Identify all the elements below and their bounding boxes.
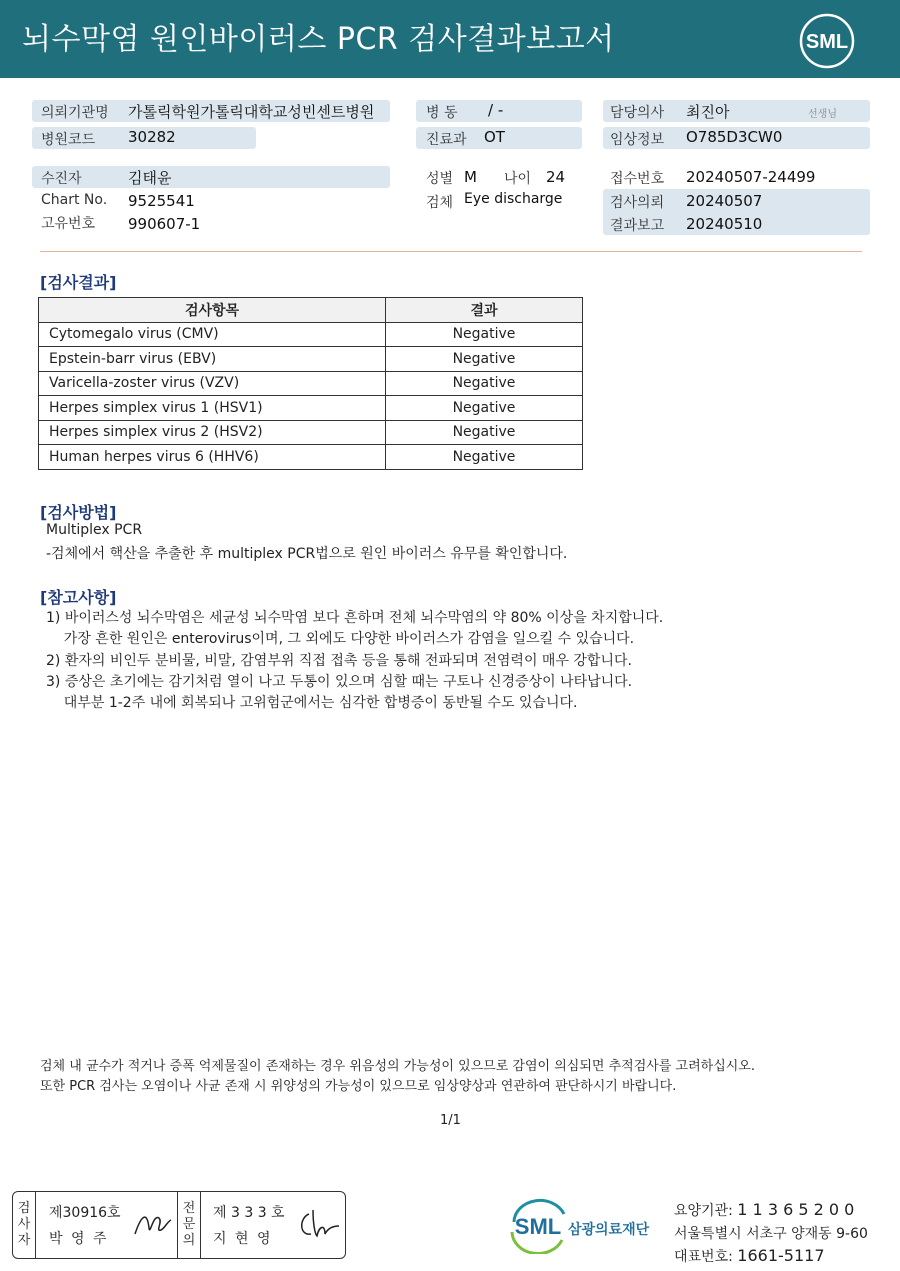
results-title: [검사결과] xyxy=(40,273,117,292)
footnote-line: 검체 내 균수가 적거나 증폭 억제물질이 존재하는 경우 위음성의 가능성이 있으므로 감염이 의심되면 추적검사를 고려하십시오. xyxy=(40,1059,756,1074)
sex-label: 성별 xyxy=(426,171,454,187)
doctor: 최진아 xyxy=(686,103,730,121)
test-result: Negative xyxy=(386,371,583,396)
institution-phone: 대표번호: 1661-5117 xyxy=(674,1246,825,1265)
dept: OT xyxy=(484,128,505,146)
tester-signature-icon xyxy=(131,1206,173,1242)
receipt-no: 20240507-24499 xyxy=(686,168,816,186)
age: 24 xyxy=(546,168,566,186)
dept-label: 진료과 xyxy=(426,132,467,148)
hospital-code-label: 병원코드 xyxy=(41,132,96,148)
specialist-name: 지 현 영 xyxy=(213,1231,273,1247)
svg-text:SML: SML xyxy=(514,1214,562,1239)
clinical-info: O785D3CW0 xyxy=(686,128,783,146)
col-result-header: 결과 xyxy=(386,298,583,323)
report-title: 뇌수막염 원인바이러스 PCR 검사결과보고서 xyxy=(22,22,615,57)
reference-line: 가장 흔한 원인은 enterovirus이며, 그 외에도 다양한 바이러스가 감염을 일으킬 수 있습니다. xyxy=(46,631,635,647)
clinical-label: 임상정보 xyxy=(610,132,665,148)
table-row xyxy=(39,396,583,421)
specimen: Eye discharge xyxy=(464,191,563,207)
label-bar xyxy=(32,166,390,188)
results-table xyxy=(38,297,583,470)
sex: M xyxy=(464,168,477,186)
request-org-label: 의뢰기관명 xyxy=(41,105,109,121)
test-result: Negative xyxy=(386,420,583,445)
patient-name: 김태윤 xyxy=(128,169,172,187)
test-item: Varicella-zoster virus (VZV) xyxy=(39,371,386,396)
report-header xyxy=(0,0,900,78)
test-result: Negative xyxy=(386,396,583,421)
chart-no: 9525541 xyxy=(128,192,195,210)
receipt-label: 접수번호 xyxy=(610,171,665,187)
request-org: 가톨릭학원가톨릭대학교성빈센트병원 xyxy=(128,103,375,121)
ward: / - xyxy=(488,101,504,119)
tester-name: 박 영 주 xyxy=(49,1231,109,1247)
id-no: 990607-1 xyxy=(128,215,201,233)
test-item: Cytomegalo virus (CMV) xyxy=(39,322,386,347)
ward-label: 병 동 xyxy=(426,105,458,121)
test-result: Negative xyxy=(386,347,583,372)
institution-code: 요양기관: 1 1 3 6 5 2 0 0 xyxy=(674,1200,855,1219)
patient-label: 수진자 xyxy=(41,171,82,187)
specialist-label: 전 문 의 xyxy=(177,1192,201,1258)
test-item: Herpes simplex virus 1 (HSV1) xyxy=(39,396,386,421)
sml-footer-logo-icon xyxy=(508,1198,658,1254)
method-line: -검체에서 핵산을 추출한 후 multiplex PCR법으로 원인 바이러스 유무를 확인합니다. xyxy=(46,546,568,562)
table-row xyxy=(39,371,583,396)
reference-line: 2) 환자의 비인두 분비물, 비말, 감염부위 직접 접촉 등을 통해 전파되며 전염력이 매우 강합니다. xyxy=(46,653,632,669)
report-date-label: 결과보고 xyxy=(610,218,665,234)
sml-logo-icon xyxy=(798,12,856,70)
specialist-signature-icon xyxy=(295,1204,341,1242)
table-row xyxy=(39,445,583,470)
request-date: 20240507 xyxy=(686,192,763,210)
method-line: Multiplex PCR xyxy=(46,522,143,538)
tester-license: 제30916호 xyxy=(49,1205,121,1221)
reference-line: 1) 바이러스성 뇌수막염은 세균성 뇌수막염 보다 흔하며 전체 뇌수막염의 약 80% 이상을 차지합니다. xyxy=(46,610,664,626)
test-item: Human herpes virus 6 (HHV6) xyxy=(39,445,386,470)
test-item: Herpes simplex virus 2 (HSV2) xyxy=(39,420,386,445)
specimen-label: 검체 xyxy=(426,195,454,211)
age-label: 나이 xyxy=(504,171,532,187)
institution-address: 서울특별시 서초구 양재동 9-60 xyxy=(674,1226,868,1242)
table-row xyxy=(39,322,583,347)
footnote-line: 또한 PCR 검사는 오염이나 사균 존재 시 위양성의 가능성이 있으므로 임상양상과 연관하여 판단하시기 바랍니다. xyxy=(40,1079,677,1094)
svg-text:삼광의료재단: 삼광의료재단 xyxy=(568,1222,650,1238)
id-label: 고유번호 xyxy=(41,216,96,232)
hospital-code: 30282 xyxy=(128,128,176,146)
request-date-label: 검사의뢰 xyxy=(610,195,665,211)
table-row xyxy=(39,347,583,372)
reference-title: [참고사항] xyxy=(40,588,117,607)
test-result: Negative xyxy=(386,322,583,347)
tester-label: 검 사 자 xyxy=(13,1192,36,1258)
doctor-suffix: 선생님 xyxy=(808,109,837,120)
separator xyxy=(40,251,862,252)
test-result: Negative xyxy=(386,445,583,470)
table-row xyxy=(39,420,583,445)
test-item: Epstein-barr virus (EBV) xyxy=(39,347,386,372)
svg-text:SML: SML xyxy=(805,31,849,53)
page-number: 1/1 xyxy=(440,1113,461,1128)
reference-line: 대부분 1-2주 내에 회복되나 고위험군에서는 심각한 합병증이 동반될 수도 있습니다. xyxy=(46,695,578,711)
doctor-label: 담당의사 xyxy=(610,105,665,121)
chart-label: Chart No. xyxy=(41,192,108,208)
specialist-license: 제 3 3 3 호 xyxy=(213,1205,285,1221)
signature-box xyxy=(12,1191,346,1259)
method-title: [검사방법] xyxy=(40,503,117,522)
col-item-header: 검사항목 xyxy=(39,298,386,323)
report-date: 20240510 xyxy=(686,215,763,233)
reference-line: 3) 증상은 초기에는 감기처럼 열이 나고 두통이 있으며 심할 때는 구토나 신경증상이 나타납니다. xyxy=(46,674,633,690)
